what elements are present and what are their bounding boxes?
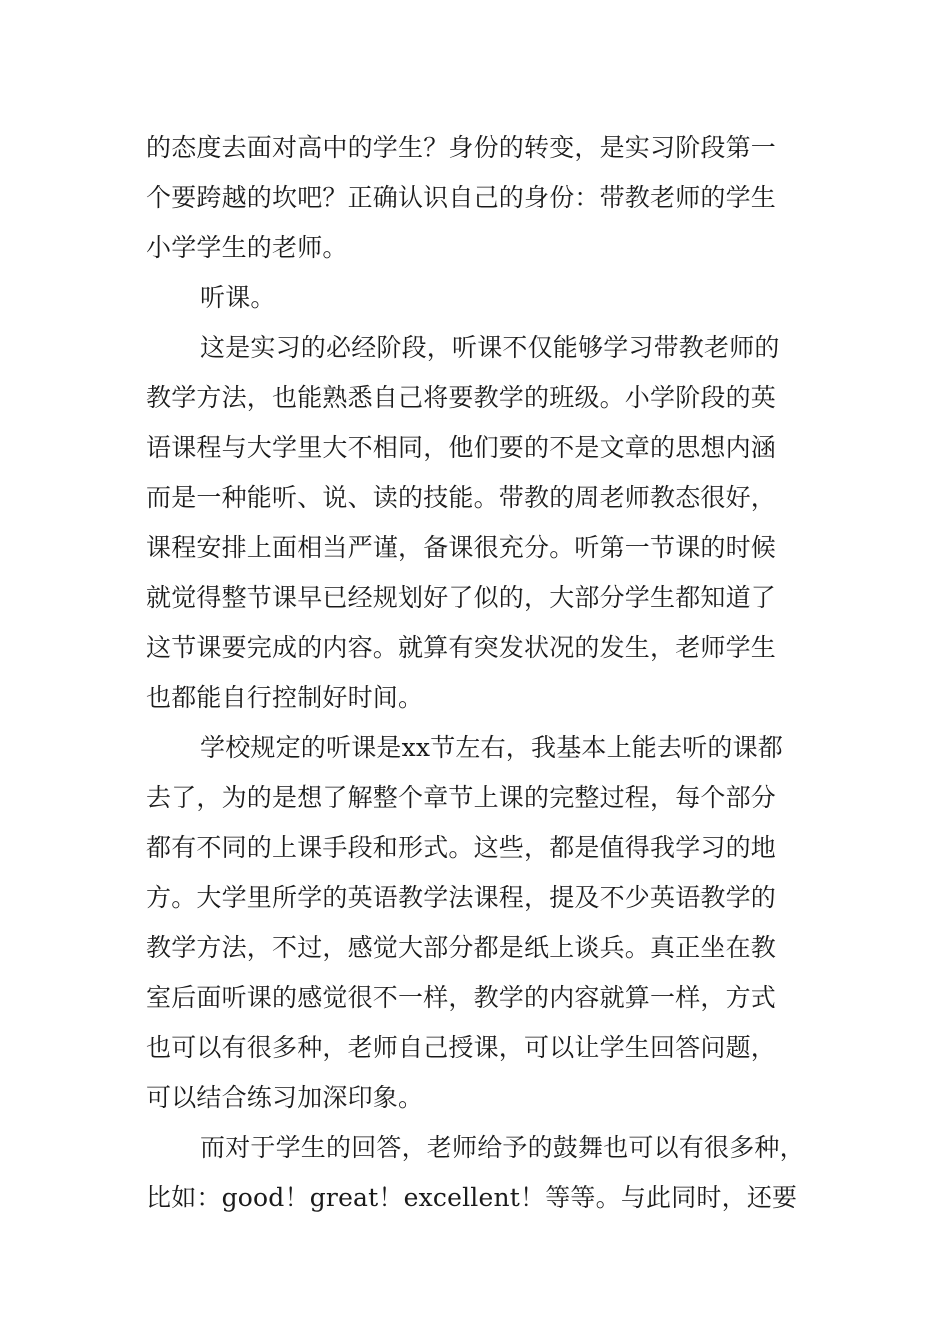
text-line: 去了，为的是想了解整个章节上课的完整过程，每个部分: [146, 783, 777, 812]
text-line: 教学方法，不过，感觉大部分都是纸上谈兵。真正坐在教: [146, 933, 777, 962]
section-heading: 听课。: [200, 283, 276, 312]
text-line: 而是一种能听、说、读的技能。带教的周老师教态很好，: [146, 483, 777, 512]
text-line: 室后面听课的感觉很不一样，教学的内容就算一样，方式: [146, 983, 777, 1012]
text-line: 比如：good！great！excellent！等等。与此同时，还要: [146, 1183, 798, 1212]
text-line: 课程安排上面相当严谨，备课很充分。听第一节课的时候: [146, 533, 777, 562]
text-line: 就觉得整节课早已经规划好了似的，大部分学生都知道了: [146, 583, 777, 612]
text-line: 也可以有很多种，老师自己授课，可以让学生回答问题，: [146, 1033, 777, 1062]
text-line: 这是实习的必经阶段，听课不仅能够学习带教老师的: [200, 333, 780, 362]
text-line: 语课程与大学里大不相同，他们要的不是文章的思想内涵: [146, 433, 777, 462]
text-line: 个要跨越的坎吧？正确认识自己的身份：带教老师的学生: [146, 183, 777, 212]
text-line: 这节课要完成的内容。就算有突发状况的发生，老师学生: [146, 633, 777, 662]
text-line: 学校规定的听课是xx节左右，我基本上能去听的课都: [200, 733, 784, 762]
text-line: 小学学生的老师。: [146, 233, 348, 262]
text-line: 可以结合练习加深印象。: [146, 1083, 424, 1112]
text-line: 而对于学生的回答，老师给予的鼓舞也可以有很多种，: [200, 1133, 805, 1162]
text-line: 都有不同的上课手段和形式。这些，都是值得我学习的地: [146, 833, 777, 862]
text-line: 方。大学里所学的英语教学法课程，提及不少英语教学的: [146, 883, 777, 912]
text-line: 的态度去面对高中的学生？身份的转变，是实习阶段第一: [146, 133, 777, 162]
text-line: 教学方法，也能熟悉自己将要教学的班级。小学阶段的英: [146, 383, 777, 412]
text-line: 也都能自行控制好时间。: [146, 683, 424, 712]
